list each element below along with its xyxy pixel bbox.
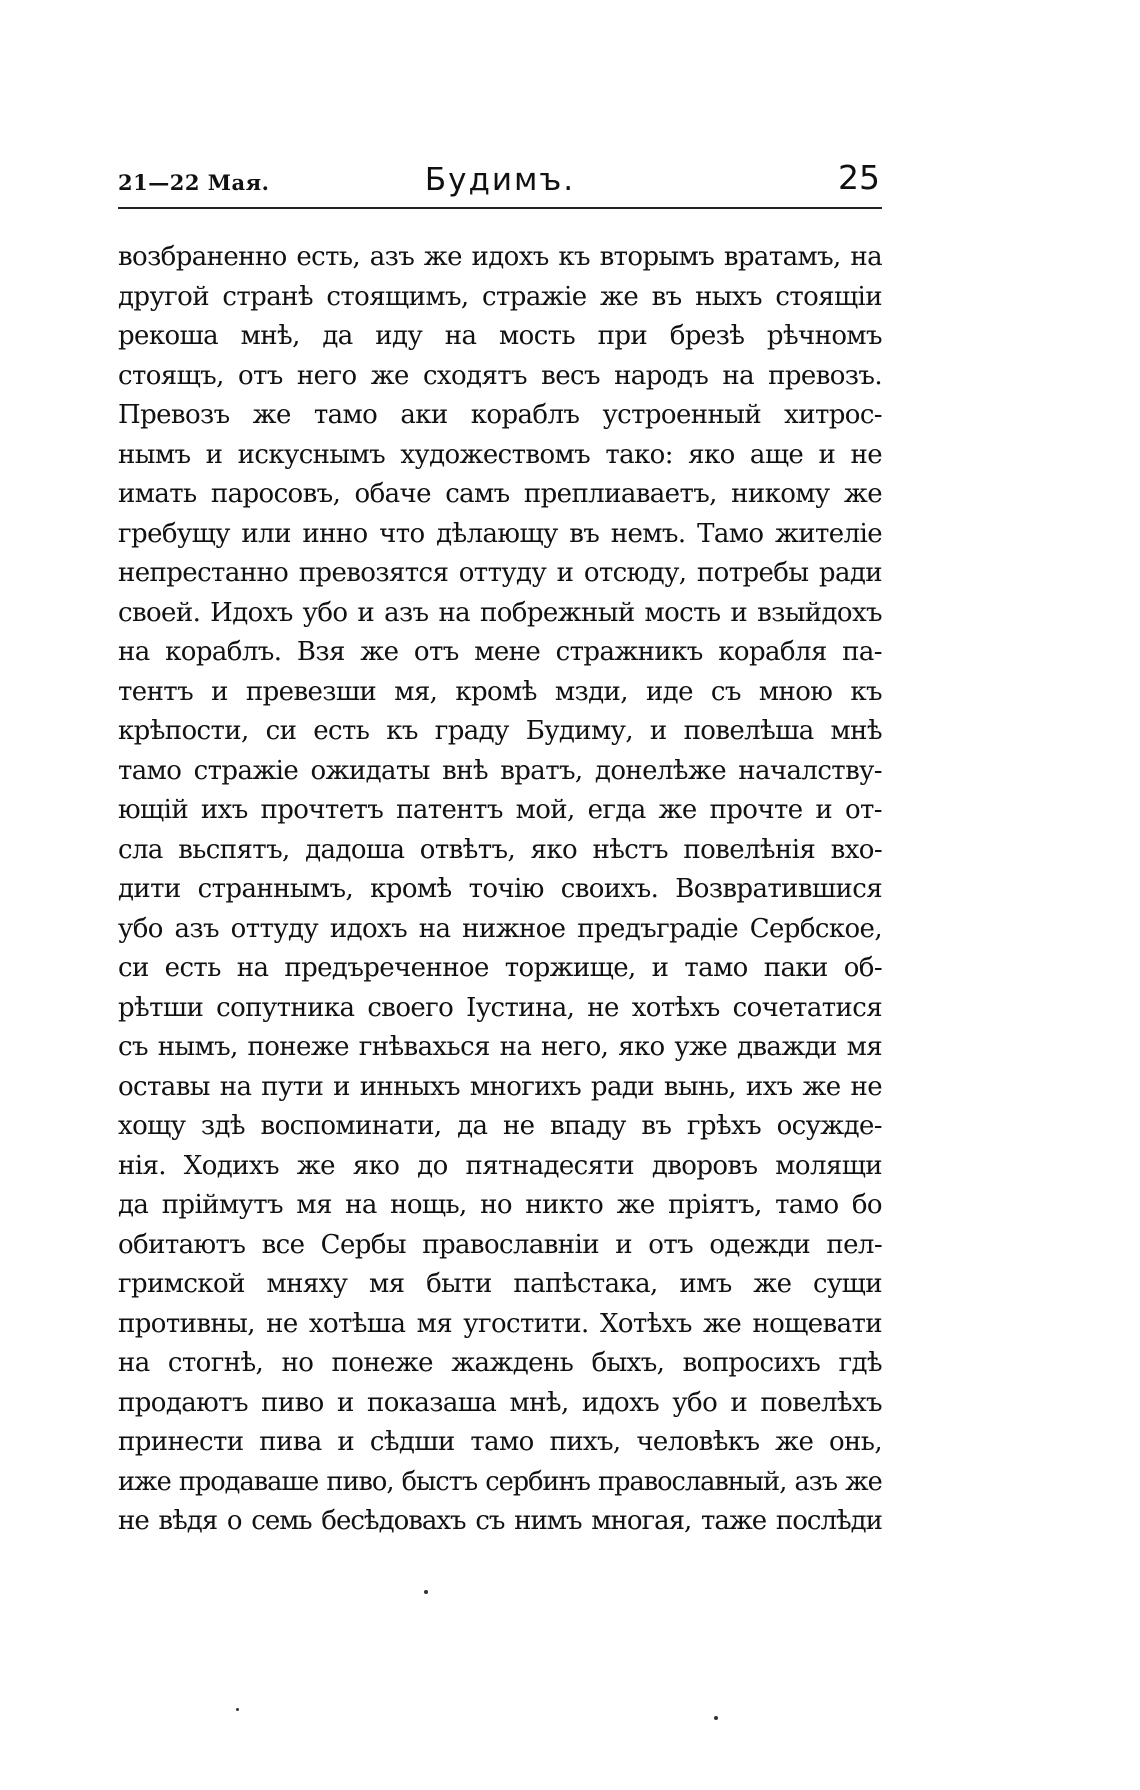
running-head-title: Будимъ. bbox=[424, 162, 576, 198]
text-line: противны, не хотѣша мя угостити. Хотѣхъ же нощевати bbox=[118, 1308, 882, 1339]
text-line: другой странѣ стоящимъ, стражіе же въ ныхъ стоящіи bbox=[118, 281, 882, 312]
text-line: иже продаваше пиво, быстъ сербинъ православный, азъ же bbox=[118, 1466, 882, 1497]
text-line: ющій ихъ прочтетъ патентъ мой, егда же прочте и от- bbox=[118, 795, 882, 825]
body-text bbox=[118, 238, 882, 1542]
scan-speck bbox=[236, 1708, 239, 1711]
text-line: возбраненно есть, азъ же идохъ къ вторымъ вратамъ, на bbox=[118, 242, 882, 272]
text-line: не вѣдя о семь бесѣдовахъ съ нимъ многая, таже послѣди bbox=[118, 1506, 882, 1536]
text-line: тамо стражіе ожидаты внѣ вратъ, донелѣже началству- bbox=[118, 755, 882, 786]
running-head-date: 21—22 Мая. bbox=[118, 170, 270, 195]
text-line: хощу здѣ воспоминати, да не впаду въ грѣхъ осужде- bbox=[118, 1111, 882, 1141]
text-line: крѣпости, си есть къ граду Будиму, и повелѣша мнѣ bbox=[118, 716, 882, 746]
text-line: да пріймутъ мя на нощь, но никто же пріятъ, тамо бо bbox=[118, 1190, 882, 1220]
text-line: на кораблъ. Взя же отъ мене стражникъ корабля па- bbox=[118, 637, 882, 667]
text-line: си есть на предъреченное торжище, и тамо паки об- bbox=[118, 953, 882, 983]
scan-speck bbox=[714, 1716, 718, 1720]
text-line: продаютъ пиво и показаша мнѣ, идохъ убо и повелѣхъ bbox=[118, 1387, 882, 1418]
text-line: рѣтши сопутника своего Іустина, не хотѣхъ сочетатися bbox=[118, 992, 882, 1023]
text-line: стоящъ, отъ него же сходятъ весъ народъ на превозъ. bbox=[118, 360, 882, 391]
running-head bbox=[118, 158, 882, 206]
text-line: съ нымъ, понеже гнѣвахься на него, яко уже дважди мя bbox=[118, 1032, 882, 1062]
scan-speck bbox=[424, 1590, 428, 1594]
text-line: нія. Ходихъ же яко до пятнадесяти дворовъ молящи bbox=[118, 1150, 882, 1181]
text-line: нымъ и искуснымъ художествомъ тако: яко аще и не bbox=[118, 439, 882, 470]
text-line: убо азъ оттуду идохъ на нижное предъградіе Сербское, bbox=[118, 913, 882, 944]
text-line: на стогнѣ, но понеже жаждень быхъ, вопросихъ гдѣ bbox=[118, 1348, 882, 1378]
text-line: тентъ и превезши мя, кромѣ мзди, иде съ мною къ bbox=[118, 676, 882, 707]
text-line: дити страннымъ, кромѣ точію своихъ. Возвратившися bbox=[118, 874, 882, 904]
text-line: имать паросовъ, обаче самъ преплиаваетъ, никому же bbox=[118, 479, 882, 509]
text-line: Превозъ же тамо аки кораблъ устроенный хитрос- bbox=[118, 400, 882, 430]
header-rule bbox=[118, 207, 882, 209]
text-line: сла вьспятъ, дадоша отвѣтъ, яко нѣстъ повелѣнія вхо- bbox=[118, 834, 882, 865]
text-line: непрестанно превозятся оттуду и отсюду, потребы ради bbox=[118, 558, 882, 588]
text-line: оставы на пути и инныхъ многихъ ради вынь, ихъ же не bbox=[118, 1071, 882, 1102]
text-line: своей. Идохъ убо и азъ на побрежный мость и взыйдохъ bbox=[118, 597, 882, 628]
text-line: обитаютъ все Сербы православніи и отъ одежди пел- bbox=[118, 1229, 882, 1260]
page-number: 25 bbox=[838, 158, 880, 197]
text-line: принести пива и сѣдши тамо пихъ, человѣкъ же онь, bbox=[118, 1427, 882, 1457]
text-line: гримской мняху мя быти папѣстака, имъ же сущи bbox=[118, 1269, 882, 1299]
text-line: гребущу или инно что дѣлающу въ немъ. Тамо жителіе bbox=[118, 518, 882, 549]
text-line: рекоша мнѣ, да иду на мость при брезѣ рѣчномъ bbox=[118, 321, 882, 351]
